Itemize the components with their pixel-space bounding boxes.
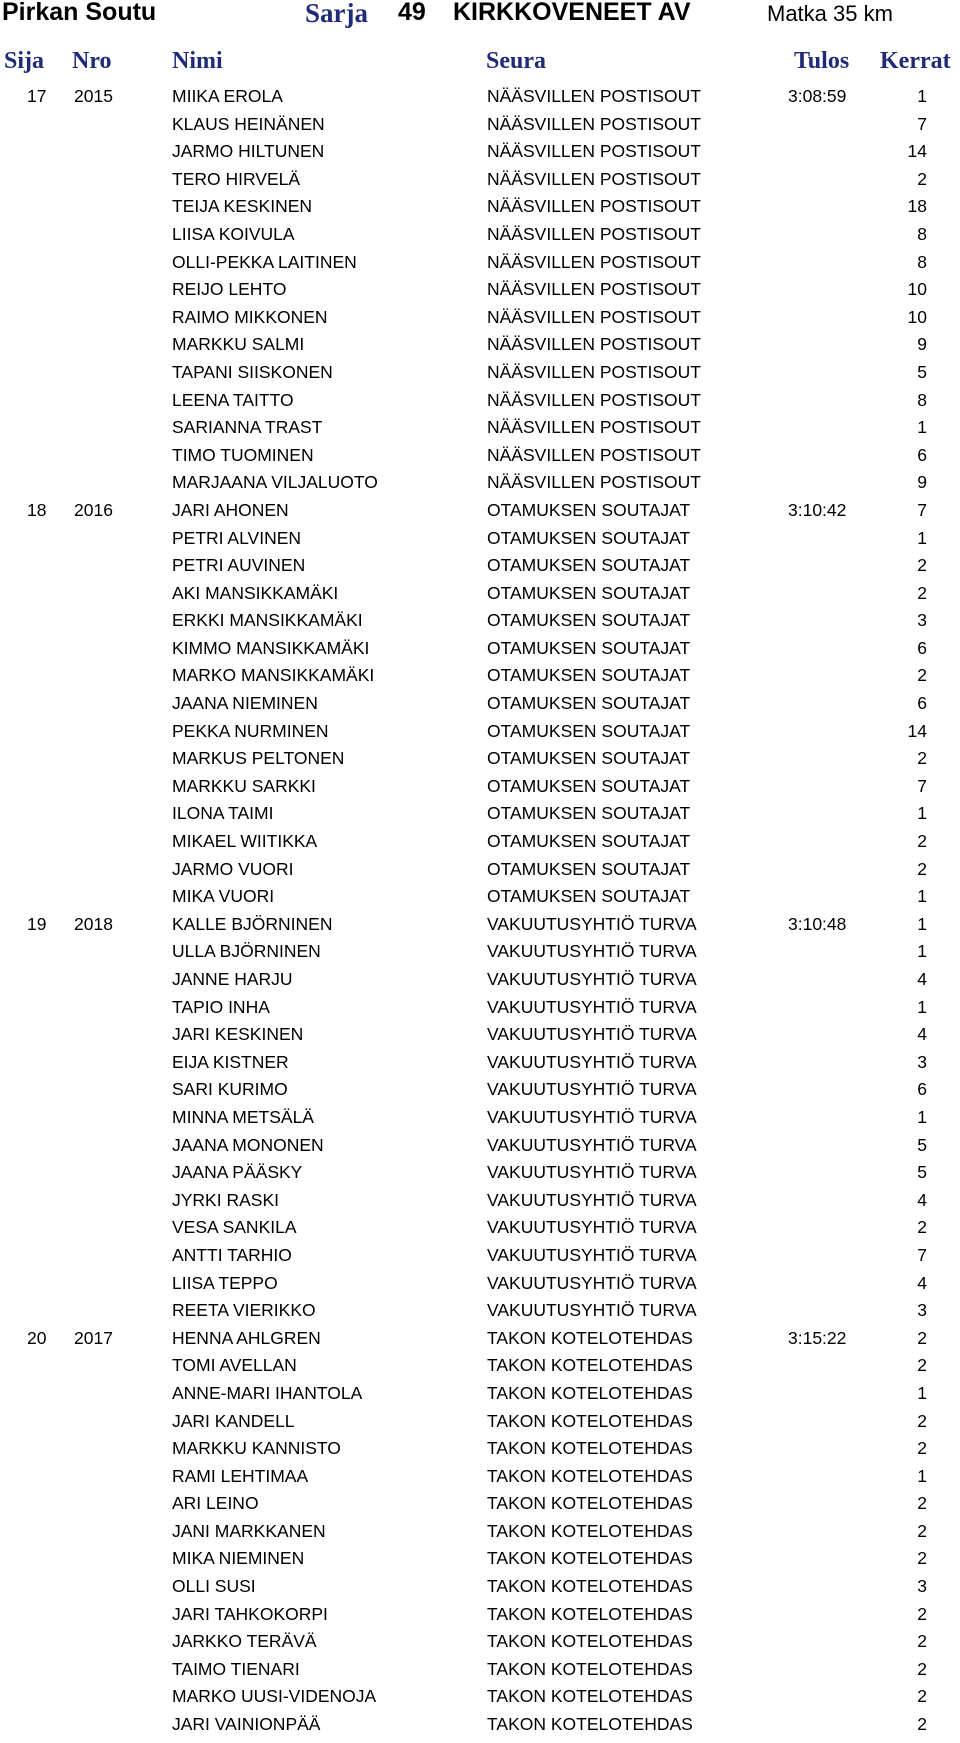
club-cell: TAKON KOTELOTEHDAS [487, 1658, 693, 1679]
rower-name-cell: KLAUS HEINÄNEN [172, 113, 325, 134]
table-row [0, 911, 960, 939]
club-cell: TAKON KOTELOTEHDAS [487, 1410, 693, 1431]
times-rowed-cell: 2 [917, 1686, 927, 1707]
club-cell: VAKUUTUSYHTIÖ TURVA [487, 996, 697, 1017]
rower-name-cell: SARI KURIMO [172, 1079, 288, 1100]
table-row [0, 1601, 960, 1629]
class-number: 49 [398, 0, 426, 26]
table-row [0, 359, 960, 387]
times-rowed-cell: 2 [917, 555, 927, 576]
rower-name-cell: MARJAANA VILJALUOTO [172, 472, 378, 493]
rower-name-cell: JARI KESKINEN [172, 1024, 304, 1045]
report-title-line [0, 0, 960, 30]
boat-number-cell: 2016 [74, 499, 113, 520]
rower-name-cell: JAANA PÄÄSKY [172, 1162, 303, 1183]
times-rowed-cell: 6 [917, 693, 927, 714]
table-row [0, 442, 960, 470]
rower-name-cell: TEIJA KESKINEN [172, 196, 313, 217]
club-cell: NÄÄSVILLEN POSTISOUT [487, 86, 701, 106]
club-cell: TAKON KOTELOTEHDAS [487, 1355, 693, 1376]
times-rowed-cell: 8 [917, 389, 927, 410]
column-header-sija: Sija [4, 48, 45, 74]
times-rowed-cell: 1 [917, 1106, 927, 1127]
table-row [0, 1325, 960, 1353]
rower-name-cell: JARI KANDELL [172, 1410, 295, 1431]
rower-name-cell: MARKUS PELTONEN [172, 748, 345, 769]
rower-name-cell: MARKO UUSI-VIDENOJA [172, 1686, 377, 1707]
club-cell: NÄÄSVILLEN POSTISOUT [487, 113, 701, 134]
rower-name-cell: PETRI ALVINEN [172, 527, 302, 548]
rower-name-cell: KALLE BJÖRNINEN [172, 913, 333, 934]
rower-name-cell: JANI MARKKANEN [172, 1520, 326, 1541]
result-time-cell: 3:15:22 [788, 1327, 847, 1348]
club-cell: VAKUUTUSYHTIÖ TURVA [487, 1244, 697, 1265]
times-rowed-cell: 1 [917, 803, 927, 824]
club-cell: NÄÄSVILLEN POSTISOUT [487, 168, 701, 189]
club-cell: VAKUUTUSYHTIÖ TURVA [487, 1189, 697, 1210]
club-cell: OTAMUKSEN SOUTAJAT [487, 748, 691, 769]
times-rowed-cell: 1 [917, 1382, 927, 1403]
rower-name-cell: MARKKU SARKKI [172, 775, 316, 796]
table-row [0, 966, 960, 994]
rower-name-cell: EIJA KISTNER [172, 1051, 289, 1072]
club-cell: NÄÄSVILLEN POSTISOUT [487, 389, 701, 410]
times-rowed-cell: 2 [917, 831, 927, 852]
times-rowed-cell: 3 [917, 1300, 927, 1321]
table-row [0, 1490, 960, 1518]
times-rowed-cell: 2 [917, 665, 927, 686]
event-title: Pirkan Soutu [2, 0, 157, 26]
times-rowed-cell: 6 [917, 444, 927, 465]
rower-name-cell: MIKA NIEMINEN [172, 1548, 305, 1569]
table-row [0, 607, 960, 635]
results-table [0, 83, 960, 1739]
table-row [0, 1711, 960, 1739]
times-rowed-cell: 1 [917, 996, 927, 1017]
club-cell: NÄÄSVILLEN POSTISOUT [487, 306, 701, 327]
club-cell: OTAMUKSEN SOUTAJAT [487, 527, 691, 548]
result-time-cell: 3:10:48 [788, 913, 847, 934]
club-cell: OTAMUKSEN SOUTAJAT [487, 610, 691, 631]
times-rowed-cell: 14 [907, 141, 927, 162]
times-rowed-cell: 7 [917, 775, 927, 796]
table-row [0, 635, 960, 663]
club-cell: TAKON KOTELOTEHDAS [487, 1548, 693, 1569]
rower-name-cell: JANNE HARJU [172, 969, 293, 989]
club-cell: OTAMUKSEN SOUTAJAT [487, 693, 691, 714]
club-cell: NÄÄSVILLEN POSTISOUT [487, 361, 701, 382]
club-cell: VAKUUTUSYHTIÖ TURVA [487, 1051, 697, 1072]
table-row [0, 111, 960, 139]
table-row [0, 1352, 960, 1380]
times-rowed-cell: 14 [907, 720, 927, 741]
rower-name-cell: MINNA METSÄLÄ [172, 1106, 314, 1127]
times-rowed-cell: 2 [917, 1520, 927, 1541]
table-row [0, 1573, 960, 1601]
rower-name-cell: JAANA NIEMINEN [172, 693, 318, 714]
rower-name-cell: MARKKU KANNISTO [172, 1438, 341, 1459]
boat-number-cell: 2017 [74, 1327, 113, 1348]
times-rowed-cell: 8 [917, 251, 927, 272]
times-rowed-cell: 10 [907, 279, 927, 300]
club-cell: TAKON KOTELOTEHDAS [487, 1382, 693, 1403]
rower-name-cell: VESA SANKILA [172, 1217, 297, 1238]
times-rowed-cell: 6 [917, 1079, 927, 1100]
rower-name-cell: ANTTI TARHIO [172, 1244, 292, 1265]
table-row [0, 718, 960, 746]
club-cell: TAKON KOTELOTEHDAS [487, 1576, 693, 1597]
column-headers [0, 48, 960, 78]
rower-name-cell: TAIMO TIENARI [172, 1658, 300, 1679]
table-row [0, 883, 960, 911]
table-row [0, 1049, 960, 1077]
club-cell: VAKUUTUSYHTIÖ TURVA [487, 1079, 697, 1100]
rower-name-cell: KIMMO MANSIKKAMÄKI [172, 637, 370, 658]
times-rowed-cell: 2 [917, 1631, 927, 1652]
sarja-label: Sarja [305, 0, 368, 28]
placement-cell: 18 [27, 499, 47, 520]
club-cell: TAKON KOTELOTEHDAS [487, 1493, 693, 1514]
table-row [0, 580, 960, 608]
times-rowed-cell: 2 [917, 582, 927, 603]
rower-name-cell: LIISA KOIVULA [172, 223, 295, 244]
club-cell: VAKUUTUSYHTIÖ TURVA [487, 913, 697, 934]
times-rowed-cell: 2 [917, 1493, 927, 1514]
table-row [0, 800, 960, 828]
table-row [0, 1104, 960, 1132]
times-rowed-cell: 4 [917, 969, 927, 989]
club-cell: OTAMUKSEN SOUTAJAT [487, 499, 691, 520]
club-cell: NÄÄSVILLEN POSTISOUT [487, 417, 701, 438]
table-row [0, 497, 960, 525]
club-cell: OTAMUKSEN SOUTAJAT [487, 665, 691, 686]
times-rowed-cell: 9 [917, 472, 927, 493]
club-cell: TAKON KOTELOTEHDAS [487, 1438, 693, 1459]
table-row [0, 690, 960, 718]
club-cell: VAKUUTUSYHTIÖ TURVA [487, 1024, 697, 1045]
table-row [0, 1518, 960, 1546]
table-row [0, 1380, 960, 1408]
table-row [0, 1463, 960, 1491]
table-row [0, 304, 960, 332]
club-cell: NÄÄSVILLEN POSTISOUT [487, 444, 701, 465]
rower-name-cell: TIMO TUOMINEN [172, 444, 314, 465]
rower-name-cell: ULLA BJÖRNINEN [172, 941, 321, 962]
times-rowed-cell: 3 [917, 1576, 927, 1597]
placement-cell: 20 [27, 1327, 47, 1348]
club-cell: VAKUUTUSYHTIÖ TURVA [487, 1106, 697, 1127]
table-row [0, 662, 960, 690]
times-rowed-cell: 1 [917, 417, 927, 438]
rower-name-cell: JARI AHONEN [172, 499, 289, 520]
rower-name-cell: MIIKA EROLA [172, 86, 283, 106]
rower-name-cell: JARMO VUORI [172, 858, 294, 879]
times-rowed-cell: 2 [917, 1438, 927, 1459]
times-rowed-cell: 2 [917, 1327, 927, 1348]
times-rowed-cell: 8 [917, 223, 927, 244]
rower-name-cell: HENNA AHLGREN [172, 1327, 321, 1348]
table-row [0, 1214, 960, 1242]
rower-name-cell: OLLI-PEKKA LAITINEN [172, 251, 357, 272]
club-cell: NÄÄSVILLEN POSTISOUT [487, 251, 701, 272]
club-cell: OTAMUKSEN SOUTAJAT [487, 858, 691, 879]
times-rowed-cell: 4 [917, 1272, 927, 1293]
club-cell: NÄÄSVILLEN POSTISOUT [487, 196, 701, 217]
club-cell: NÄÄSVILLEN POSTISOUT [487, 223, 701, 244]
times-rowed-cell: 5 [917, 1162, 927, 1183]
rower-name-cell: REETA VIERIKKO [172, 1300, 316, 1321]
club-cell: OTAMUKSEN SOUTAJAT [487, 582, 691, 603]
table-row [0, 1297, 960, 1325]
column-header-kerrat: Kerrat [880, 48, 951, 74]
rower-name-cell: MIKA VUORI [172, 886, 275, 907]
club-cell: VAKUUTUSYHTIÖ TURVA [487, 1134, 697, 1155]
club-cell: NÄÄSVILLEN POSTISOUT [487, 472, 701, 493]
times-rowed-cell: 4 [917, 1189, 927, 1210]
club-cell: VAKUUTUSYHTIÖ TURVA [487, 941, 697, 962]
times-rowed-cell: 1 [917, 86, 927, 106]
rower-name-cell: TERO HIRVELÄ [172, 168, 301, 189]
rower-name-cell: JARI VAINIONPÄÄ [172, 1714, 321, 1735]
times-rowed-cell: 2 [917, 1217, 927, 1238]
rower-name-cell: PETRI AUVINEN [172, 555, 306, 576]
times-rowed-cell: 1 [917, 1465, 927, 1486]
table-row [0, 1683, 960, 1711]
club-cell: VAKUUTUSYHTIÖ TURVA [487, 1162, 697, 1183]
times-rowed-cell: 9 [917, 334, 927, 355]
table-row [0, 1408, 960, 1436]
times-rowed-cell: 2 [917, 1714, 927, 1735]
club-cell: TAKON KOTELOTEHDAS [487, 1465, 693, 1486]
times-rowed-cell: 7 [917, 1244, 927, 1265]
table-row [0, 1021, 960, 1049]
placement-cell: 17 [27, 86, 47, 106]
rower-name-cell: ILONA TAIMI [172, 803, 274, 824]
rower-name-cell: LEENA TAITTO [172, 389, 294, 410]
club-cell: VAKUUTUSYHTIÖ TURVA [487, 1300, 697, 1321]
table-row [0, 856, 960, 884]
rower-name-cell: RAMI LEHTIMAA [172, 1465, 309, 1486]
rower-name-cell: AKI MANSIKKAMÄKI [172, 582, 339, 603]
rower-name-cell: PEKKA NURMINEN [172, 720, 329, 741]
club-cell: TAKON KOTELOTEHDAS [487, 1603, 693, 1624]
rower-name-cell: ANNE-MARI IHANTOLA [172, 1382, 363, 1403]
table-row [0, 221, 960, 249]
times-rowed-cell: 5 [917, 361, 927, 382]
rower-name-cell: JARMO HILTUNEN [172, 141, 325, 162]
table-row [0, 552, 960, 580]
rower-name-cell: TAPANI SIISKONEN [172, 361, 333, 382]
table-row [0, 83, 960, 111]
column-header-nimi: Nimi [172, 48, 223, 74]
table-row [0, 1132, 960, 1160]
times-rowed-cell: 2 [917, 168, 927, 189]
rower-name-cell: MARKKU SALMI [172, 334, 305, 355]
column-header-nro: Nro [72, 48, 112, 74]
times-rowed-cell: 3 [917, 610, 927, 631]
table-row [0, 1242, 960, 1270]
boat-number-cell: 2018 [74, 913, 113, 934]
times-rowed-cell: 2 [917, 1410, 927, 1431]
club-cell: VAKUUTUSYHTIÖ TURVA [487, 1272, 697, 1293]
table-row [0, 1270, 960, 1298]
table-row [0, 387, 960, 415]
rower-name-cell: TAPIO INHA [172, 996, 270, 1017]
club-cell: TAKON KOTELOTEHDAS [487, 1631, 693, 1652]
table-row [0, 1076, 960, 1104]
table-row [0, 1435, 960, 1463]
table-row [0, 414, 960, 442]
rower-name-cell: JYRKI RASKI [172, 1189, 279, 1210]
table-row [0, 138, 960, 166]
club-cell: OTAMUKSEN SOUTAJAT [487, 831, 691, 852]
table-row [0, 331, 960, 359]
rower-name-cell: JARI TAHKOKORPI [172, 1603, 328, 1624]
table-row [0, 828, 960, 856]
boat-number-cell: 2015 [74, 86, 113, 106]
times-rowed-cell: 2 [917, 1603, 927, 1624]
club-cell: NÄÄSVILLEN POSTISOUT [487, 141, 701, 162]
times-rowed-cell: 1 [917, 913, 927, 934]
rower-name-cell: REIJO LEHTO [172, 279, 287, 300]
rower-name-cell: LIISA TEPPO [172, 1272, 278, 1293]
rower-name-cell: MARKO MANSIKKAMÄKI [172, 665, 375, 686]
column-header-seura: Seura [486, 48, 546, 74]
rower-name-cell: ERKKI MANSIKKAMÄKI [172, 610, 363, 631]
club-cell: VAKUUTUSYHTIÖ TURVA [487, 1217, 697, 1238]
table-row [0, 994, 960, 1022]
times-rowed-cell: 1 [917, 941, 927, 962]
table-row [0, 1656, 960, 1684]
rower-name-cell: TOMI AVELLAN [172, 1355, 297, 1376]
club-cell: NÄÄSVILLEN POSTISOUT [487, 279, 701, 300]
table-row [0, 773, 960, 801]
club-cell: TAKON KOTELOTEHDAS [487, 1520, 693, 1541]
club-cell: OTAMUKSEN SOUTAJAT [487, 803, 691, 824]
times-rowed-cell: 2 [917, 1355, 927, 1376]
times-rowed-cell: 2 [917, 858, 927, 879]
club-cell: VAKUUTUSYHTIÖ TURVA [487, 969, 697, 989]
club-cell: TAKON KOTELOTEHDAS [487, 1686, 693, 1707]
rower-name-cell: JAANA MONONEN [172, 1134, 324, 1155]
table-row [0, 938, 960, 966]
times-rowed-cell: 5 [917, 1134, 927, 1155]
times-rowed-cell: 1 [917, 886, 927, 907]
distance-label: Matka 35 km [767, 1, 893, 26]
result-time-cell: 3:08:59 [788, 86, 847, 106]
rower-name-cell: JARKKO TERÄVÄ [172, 1631, 317, 1652]
rower-name-cell: RAIMO MIKKONEN [172, 306, 328, 327]
times-rowed-cell: 2 [917, 748, 927, 769]
class-name: KIRKKOVENEET AV [453, 0, 691, 26]
club-cell: TAKON KOTELOTEHDAS [487, 1714, 693, 1735]
club-cell: NÄÄSVILLEN POSTISOUT [487, 334, 701, 355]
times-rowed-cell: 7 [917, 113, 927, 134]
times-rowed-cell: 7 [917, 499, 927, 520]
placement-cell: 19 [27, 913, 47, 934]
times-rowed-cell: 6 [917, 637, 927, 658]
table-row [0, 1187, 960, 1215]
table-row [0, 166, 960, 194]
club-cell: TAKON KOTELOTEHDAS [487, 1327, 693, 1348]
times-rowed-cell: 1 [917, 527, 927, 548]
table-row [0, 1545, 960, 1573]
table-row [0, 1628, 960, 1656]
times-rowed-cell: 18 [907, 196, 927, 217]
rower-name-cell: SARIANNA TRAST [172, 417, 323, 438]
column-header-tulos: Tulos [794, 48, 850, 74]
club-cell: OTAMUKSEN SOUTAJAT [487, 886, 691, 907]
table-row [0, 469, 960, 497]
times-rowed-cell: 3 [917, 1051, 927, 1072]
times-rowed-cell: 2 [917, 1658, 927, 1679]
table-row [0, 525, 960, 553]
table-row [0, 745, 960, 773]
rower-name-cell: MIKAEL WIITIKKA [172, 831, 318, 852]
rower-name-cell: OLLI SUSI [172, 1576, 256, 1597]
club-cell: OTAMUKSEN SOUTAJAT [487, 555, 691, 576]
times-rowed-cell: 4 [917, 1024, 927, 1045]
table-row [0, 1159, 960, 1187]
rower-name-cell: ARI LEINO [172, 1493, 259, 1514]
table-row [0, 193, 960, 221]
result-time-cell: 3:10:42 [788, 499, 847, 520]
club-cell: OTAMUKSEN SOUTAJAT [487, 720, 691, 741]
club-cell: OTAMUKSEN SOUTAJAT [487, 775, 691, 796]
table-row [0, 249, 960, 277]
club-cell: OTAMUKSEN SOUTAJAT [487, 637, 691, 658]
table-row [0, 276, 960, 304]
times-rowed-cell: 2 [917, 1548, 927, 1569]
times-rowed-cell: 10 [907, 306, 927, 327]
